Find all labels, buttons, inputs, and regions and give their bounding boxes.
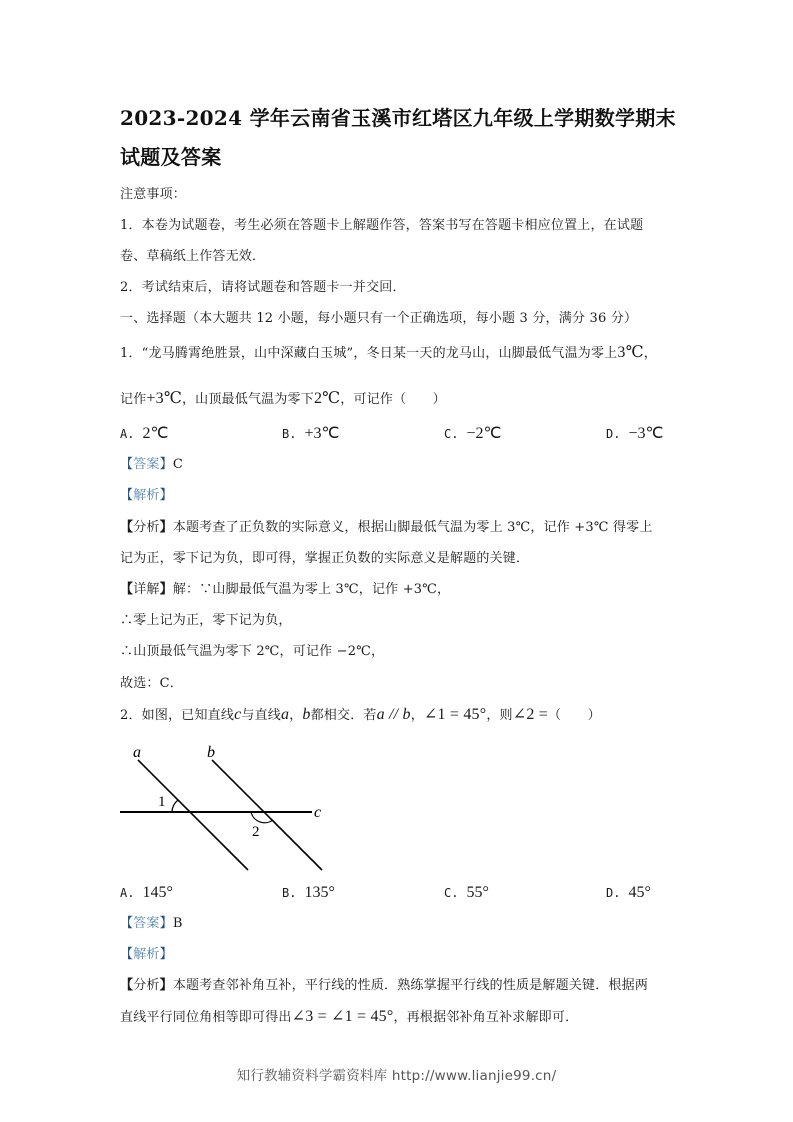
label-a: a [133,744,141,761]
answer-tag: 【答案】 [120,916,173,931]
angle-1-arc [172,800,178,812]
option-letter: D. [606,427,621,441]
option-letter: B. [282,886,297,900]
q1-detail-line2: ∴零上记为正，零下记为负， [120,613,292,628]
q2-option-a [120,884,173,903]
q2-stem-text: ，则 [486,708,513,723]
q1-stem-line1 [120,344,657,363]
q1-detail-line4: 故选：C． [120,676,183,691]
q1-stem-text3: ，山顶最低气温为零下 [181,392,314,407]
label-b: b [207,744,215,761]
parallel-condition: a // b [376,706,411,723]
q2-fenxi-text: 本题考查邻补角互补，平行线的性质．熟练掌握平行线的性质是解题关键．根据两 [172,978,649,993]
q2-stem [120,706,601,725]
q1-punct: ， [643,346,657,361]
q1-temp-plus3: +3℃ [146,390,182,407]
q1-stem-end: ，可记作（ ） [340,392,446,407]
q1-stem-line2 [120,390,446,409]
label-c: c [314,804,322,821]
option-letter: C. [444,427,459,441]
line-a [138,760,248,870]
var-c: c [234,706,242,723]
q1-option-d [606,425,663,444]
option-value: +3℃ [304,425,340,442]
q1-answer-value: C [172,457,183,472]
option-value: 2℃ [142,425,169,442]
q1-stem-text2: 记作 [120,392,147,407]
section-heading: 一、选择题（本大题共 12 小题，每小题只有一个正确选项，每小题 3 分，满分 36 分） [120,311,638,326]
fenxi-tag: 【分析】 [120,978,173,993]
option-letter: B. [282,427,297,441]
xiangjie-tag: 【详解】 [120,582,173,597]
q2-option-d [606,884,651,903]
q2-answer-value: B [172,916,183,931]
q1-detail-text: 解：∵山脚最低气温为零上 3℃，记作 +3℃， [172,582,451,597]
q1-option-c [444,425,501,444]
notice-item-1-cont: 卷、草稿纸上作答无效． [120,249,266,264]
parallel-lines-figure [118,740,338,875]
var-a: a [281,706,290,723]
q1-fenxi-line2: 记为正，零下记为负，即可得，掌握正负数的实际意义是解题的关键． [120,551,530,566]
analysis-tag: 【解析】 [120,947,173,962]
footer-watermark: 知行教辅资料学霸资料库 http://www.lianjie99.cn/ [236,1068,557,1084]
option-value: 135° [304,884,335,901]
option-value: 145° [142,884,173,901]
q1-analysis-tag [120,487,173,505]
q2-answer [120,915,183,933]
q1-option-b [282,425,339,444]
document-title-line1: 2023-2024 学年云南省玉溪市红塔区九年级上学期数学期末 [120,106,676,130]
option-value: −2℃ [466,425,502,442]
angle-equation: ∠3 = ∠1 = 45° [291,1008,394,1025]
q2-analysis-tag [120,946,173,964]
q1-detail-line3: ∴山顶最低气温为零下 2℃，可记作 −2℃， [120,644,385,659]
q2-fenxi-line1 [120,977,648,995]
var-b: b [302,706,311,723]
document-title-line2: 试题及答案 [120,145,222,169]
answer-tag: 【答案】 [120,457,173,472]
notice-item-1: 1．本卷为试题卷，考生必须在答题卡上解题作答，答案书写在答题卡相应位置上，在试题 [120,218,644,233]
q2-punct: ， [289,708,303,723]
q1-temp-above: 3℃ [617,344,644,361]
label-2: 2 [252,824,260,840]
option-letter: A. [120,427,135,441]
q1-answer [120,456,183,474]
angle1-value: ∠1 = 45° [423,706,487,723]
q1-temp-below: 2℃ [313,390,341,407]
q1-option-a [120,425,168,444]
option-value: −3℃ [628,425,664,442]
q2-stem-text: 都相交．若 [310,708,377,723]
q1-stem-text: 1．“龙马腾霄绝胜景，山中深藏白玉城”，冬日某一天的龙马山，山脚最低气温为零上 [120,346,618,361]
q2-punct: ， [410,708,424,723]
q2-stem-end: （ ） [548,708,601,723]
option-letter: C. [444,886,459,900]
option-value: 45° [628,884,651,901]
notice-item-2: 2．考试结束后，请将试题卷和答题卡一并交回． [120,280,406,295]
q2-fenxi-end: ，再根据邻补角互补求解即可． [393,1010,579,1025]
notice-heading: 注意事项： [120,187,187,202]
q1-fenxi-text: 本题考查了正负数的实际意义，根据山脚最低气温为零上 3℃，记作 +3℃ 得零上 [172,520,653,535]
q2-fenxi-text2: 直线平行同位角相等即可得出 [120,1010,292,1025]
q1-detail-line1 [120,581,450,599]
q2-option-c [444,884,489,903]
option-letter: A. [120,886,135,900]
option-value: 55° [466,884,489,901]
q2-stem-text: 与直线 [241,708,281,723]
q2-option-b [282,884,335,903]
q2-stem-text: 2．如图，已知直线 [120,708,235,723]
angle2-expression: ∠2 = [512,706,548,723]
option-letter: D. [606,886,621,900]
q2-fenxi-line2 [120,1008,578,1027]
line-b [212,760,322,870]
label-1: 1 [158,794,166,810]
q1-fenxi-line1 [120,519,653,537]
fenxi-tag: 【分析】 [120,520,173,535]
analysis-tag: 【解析】 [120,488,173,503]
